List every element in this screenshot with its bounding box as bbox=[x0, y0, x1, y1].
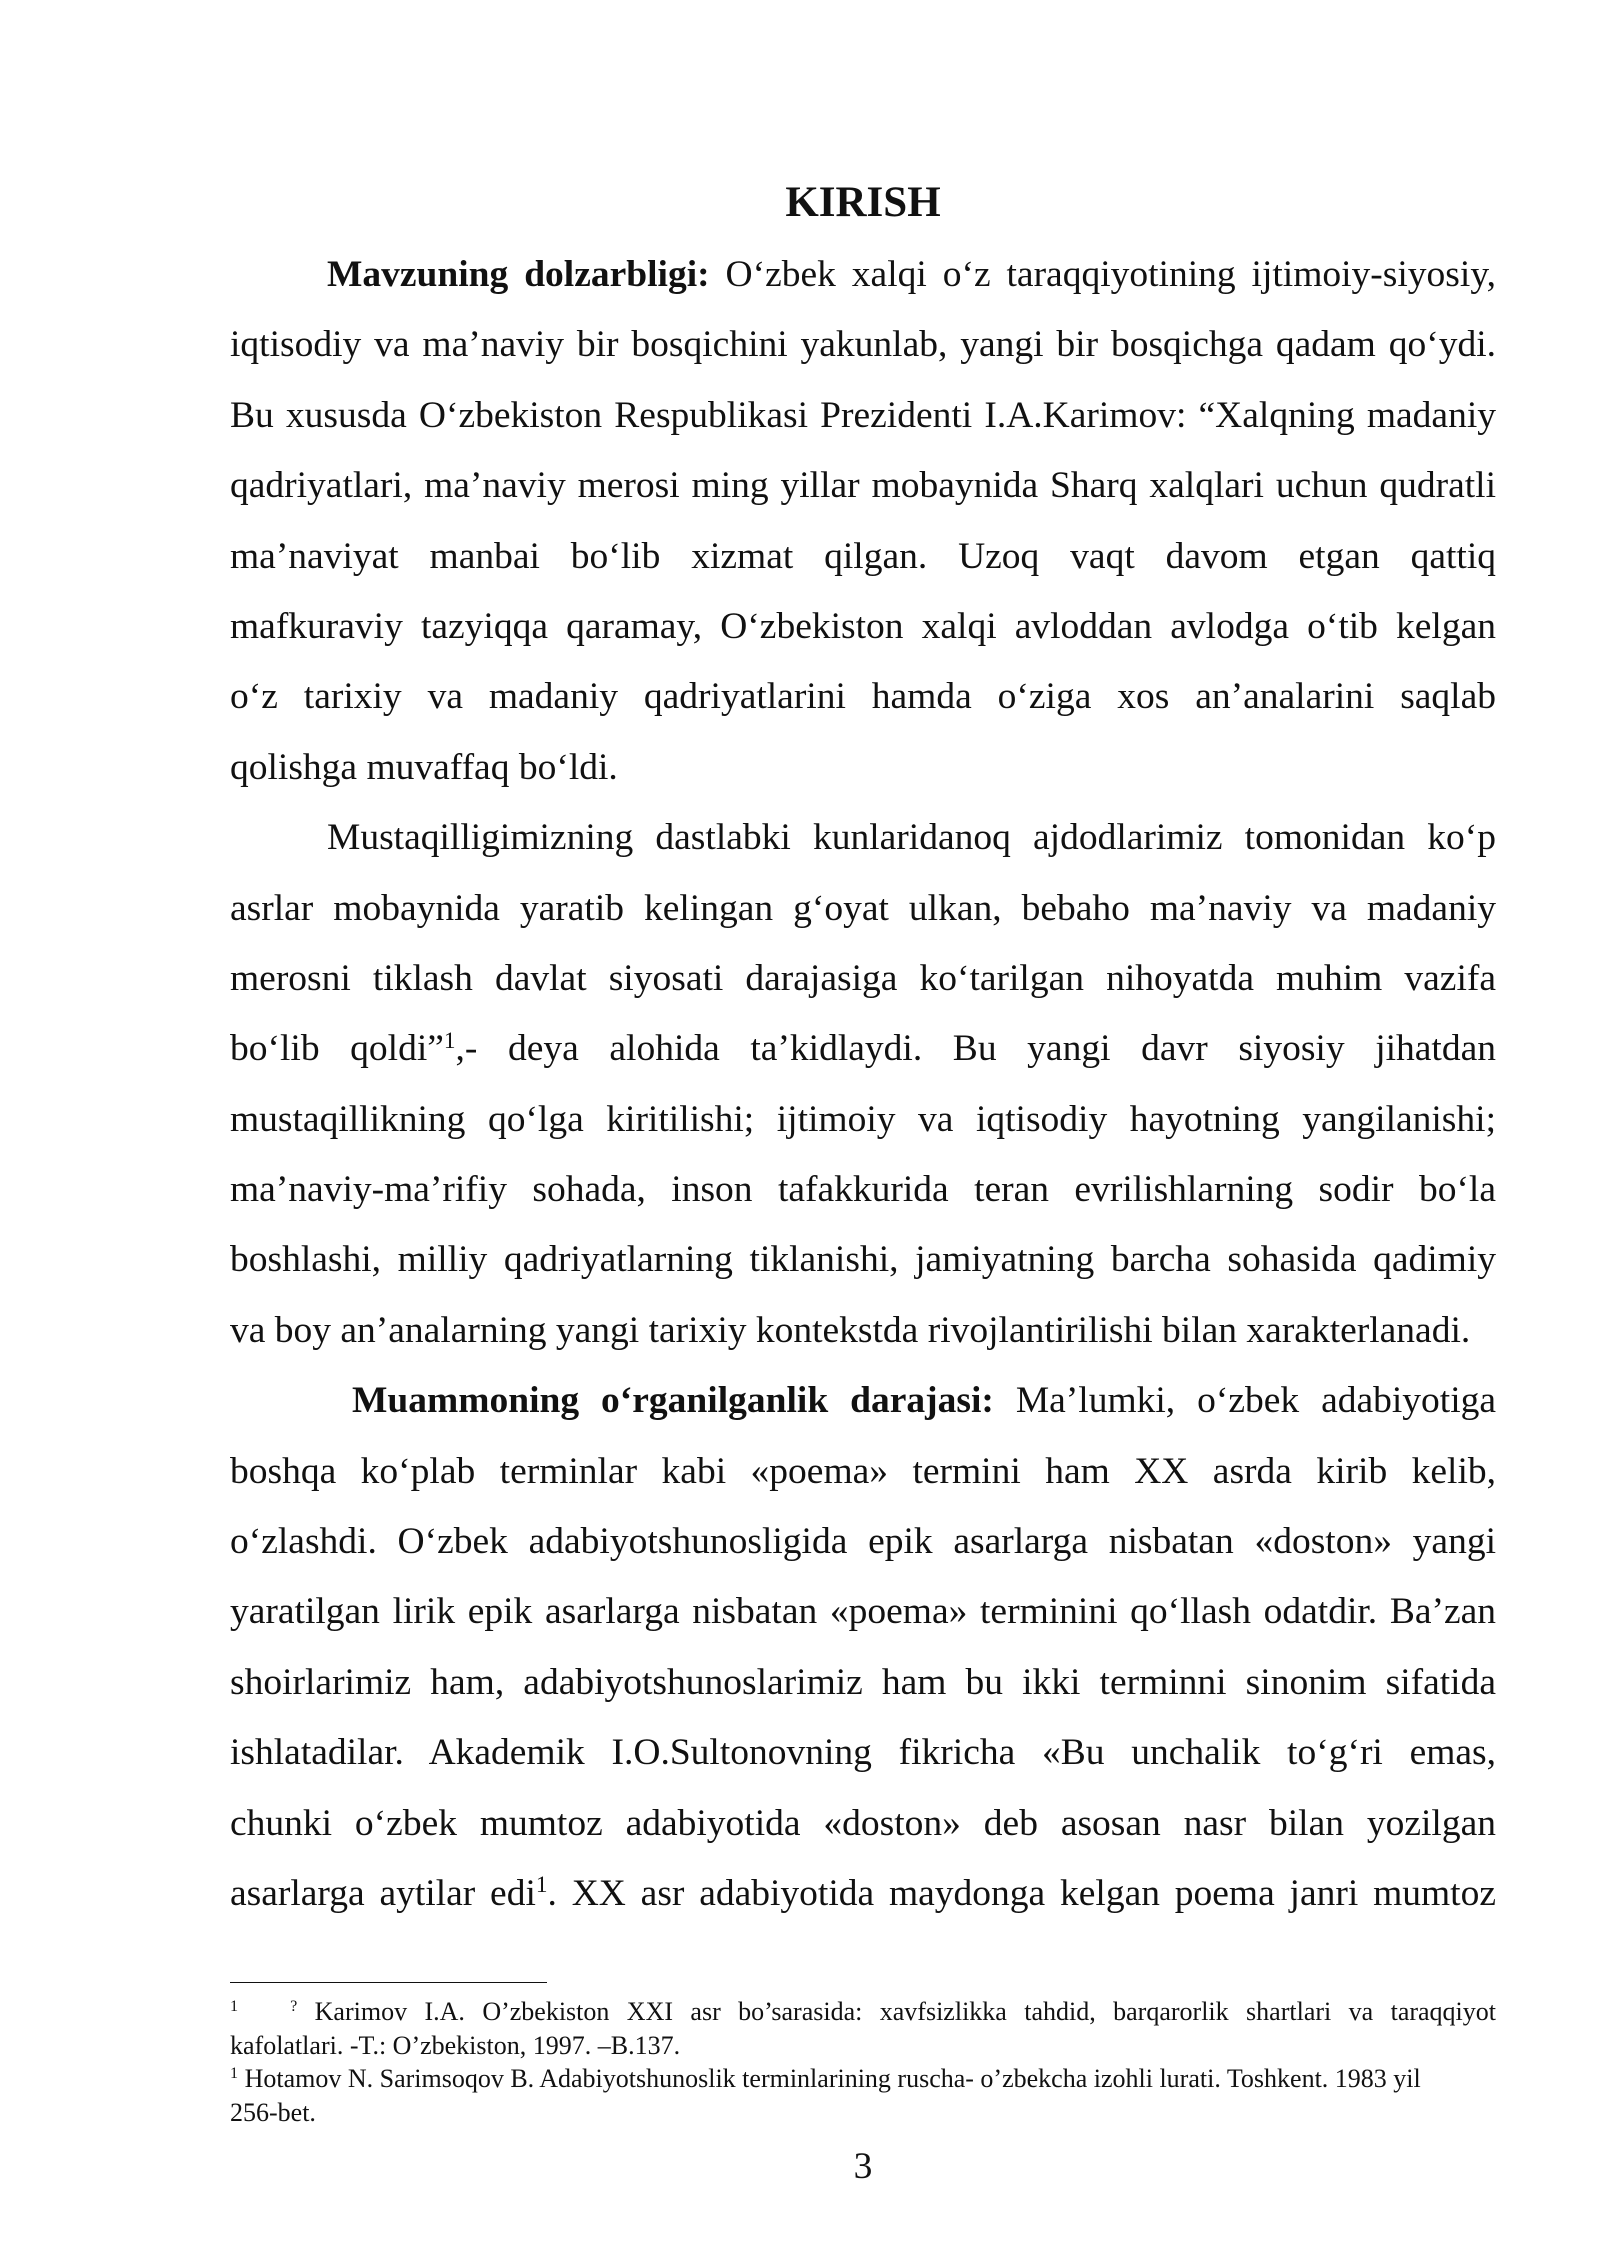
text-line: boshlashi, milliy qadriyatlarning tiklanishi, jamiyatning barcha sohasida qadimiy bbox=[230, 1239, 1496, 1281]
text-line: chunki o‘zbek mumtoz adabiyotida «doston» deb asosan nasr bilan yozilgan bbox=[230, 1802, 1496, 1844]
text-run: asarlarga aytilar edi bbox=[230, 1872, 536, 1914]
text-line: merosni tiklash davlat siyosati darajasiga ko‘tarilgan nihoyatda muhim vazifa bbox=[230, 957, 1496, 999]
text-line: Mustaqilligimizning dastlabki kunlaridanoq ajdodlarimiz tomonidan ko‘p bbox=[327, 817, 1496, 859]
text-run: O‘zbek xalqi o‘z taraqqiyotining ijtimoiy-siyosiy, bbox=[725, 254, 1497, 295]
text-line: mafkuraviy tazyiqqa qaramay, O‘zbekiston xalqi avloddan avlodga o‘tib kelgan bbox=[230, 605, 1496, 647]
text-line: o‘z tarixiy va madaniy qadriyatlarini hamda o‘ziga xos an’analarini saqlab bbox=[230, 676, 1496, 718]
text-line: Bu xususda O‘zbekiston Respublikasi Prezidenti I.A.Karimov: “Xalqning madaniy bbox=[230, 394, 1496, 436]
footnote-ref: 1 bbox=[535, 1872, 548, 1899]
document-body bbox=[230, 240, 1496, 1929]
text-line: ma’naviyat manbai bo‘lib xizmat qilgan. Uzoq vaqt davom etgan qattiq bbox=[230, 535, 1496, 577]
text-line: shoirlarimiz ham, adabiyotshunoslarimiz ham bu ikki terminni sinonim sifatida bbox=[230, 1661, 1496, 1703]
text-line: o‘zlashdi. O‘zbek adabiyotshunosligida epik asarlarga nisbatan «doston» yangi bbox=[230, 1521, 1496, 1563]
page-title: KIRISH bbox=[785, 179, 941, 226]
footnote-mark: ? bbox=[290, 1998, 298, 2016]
text-line: iqtisodiy va ma’naviy bir bosqichini yakunlab, yangi bir bosqichga qadam qo‘ydi. bbox=[230, 324, 1496, 366]
footnote-number: 1 bbox=[230, 2065, 239, 2083]
text-line bbox=[230, 1859, 1496, 1929]
text-run: Ma’lumki, o‘zbek adabiyotiga bbox=[1015, 1380, 1497, 1422]
paragraph-lead: Mavzuning dolzarbligi: bbox=[327, 254, 710, 295]
paragraph-lead: Muammoning o‘rganilganlik darajasi: bbox=[352, 1380, 994, 1422]
text-line: qadriyatlari, ma’naviy merosi ming yillar mobaynida Sharq xalqlari uchun qudratli bbox=[230, 465, 1496, 507]
text-line bbox=[230, 1014, 1496, 1084]
text-run: ,- deya alohida ta’kidlaydi. Bu yangi davr siyosiy jihatdan bbox=[455, 1028, 1496, 1070]
text-line: asrlar mobaynida yaratib kelingan g‘oyat ulkan, bebaho ma’naviy va madaniy bbox=[230, 887, 1496, 929]
text-line bbox=[230, 1366, 1496, 1436]
footnote-number: 1 bbox=[230, 1998, 239, 2016]
text-line: yaratilgan lirik epik asarlarga nisbatan «poema» terminini qo‘llash odatdir. Ba’zan bbox=[230, 1591, 1496, 1633]
text-line: va boy an’analarning yangi tarixiy kontekstda rivojlantirilishi bilan xarakterlanadi. bbox=[230, 1309, 1471, 1351]
footnote-ref: 1 bbox=[443, 1027, 456, 1054]
footnote-line bbox=[230, 2062, 1496, 2096]
text-line bbox=[230, 240, 1496, 310]
footnote-line: 256-bet. bbox=[230, 2097, 316, 2127]
text-line: ma’naviy-ma’rifiy sohada, inson tafakkurida teran evrilishlarning sodir bo‘la bbox=[230, 1169, 1496, 1211]
footnote-separator bbox=[230, 1982, 547, 1983]
footnote-line: kafolatlari. -T.: O’zbekiston, 1997. –B.137. bbox=[230, 2030, 681, 2060]
text-run: bo‘lib qoldi” bbox=[230, 1028, 444, 1070]
text-line: ishlatadilar. Akademik I.O.Sultonovning fikricha «Bu unchalik to‘g‘ri emas, bbox=[230, 1732, 1496, 1774]
page-number: 3 bbox=[853, 2146, 873, 2187]
footnote-text: Karimov I.A. O’zbekiston XXI asr bo’sarasida: xavfsizlikka tahdid, barqarorlik shartlari va taraqqiyot bbox=[314, 1997, 1497, 2026]
footnote-text: Hotamov N. Sarimsoqov B. Adabiyotshunoslik terminlarining ruscha- o’zbekcha izohli lurati. Toshkent. 1983 yil bbox=[244, 2064, 1421, 2093]
text-line: mustaqillikning qo‘lga kiritilishi; ijtimoiy va iqtisodiy hayotning yangilanishi; bbox=[230, 1098, 1496, 1140]
footnotes bbox=[230, 1995, 1496, 2129]
footnote-line bbox=[230, 1995, 1496, 2029]
text-line: boshqa ko‘plab terminlar kabi «poema» termini ham XX asrda kirib kelib, bbox=[230, 1450, 1496, 1492]
text-run: . XX asr adabiyotida maydonga kelgan poema janri mumtoz bbox=[547, 1872, 1496, 1914]
text-line: qolishga muvaffaq bo‘ldi. bbox=[230, 746, 618, 788]
